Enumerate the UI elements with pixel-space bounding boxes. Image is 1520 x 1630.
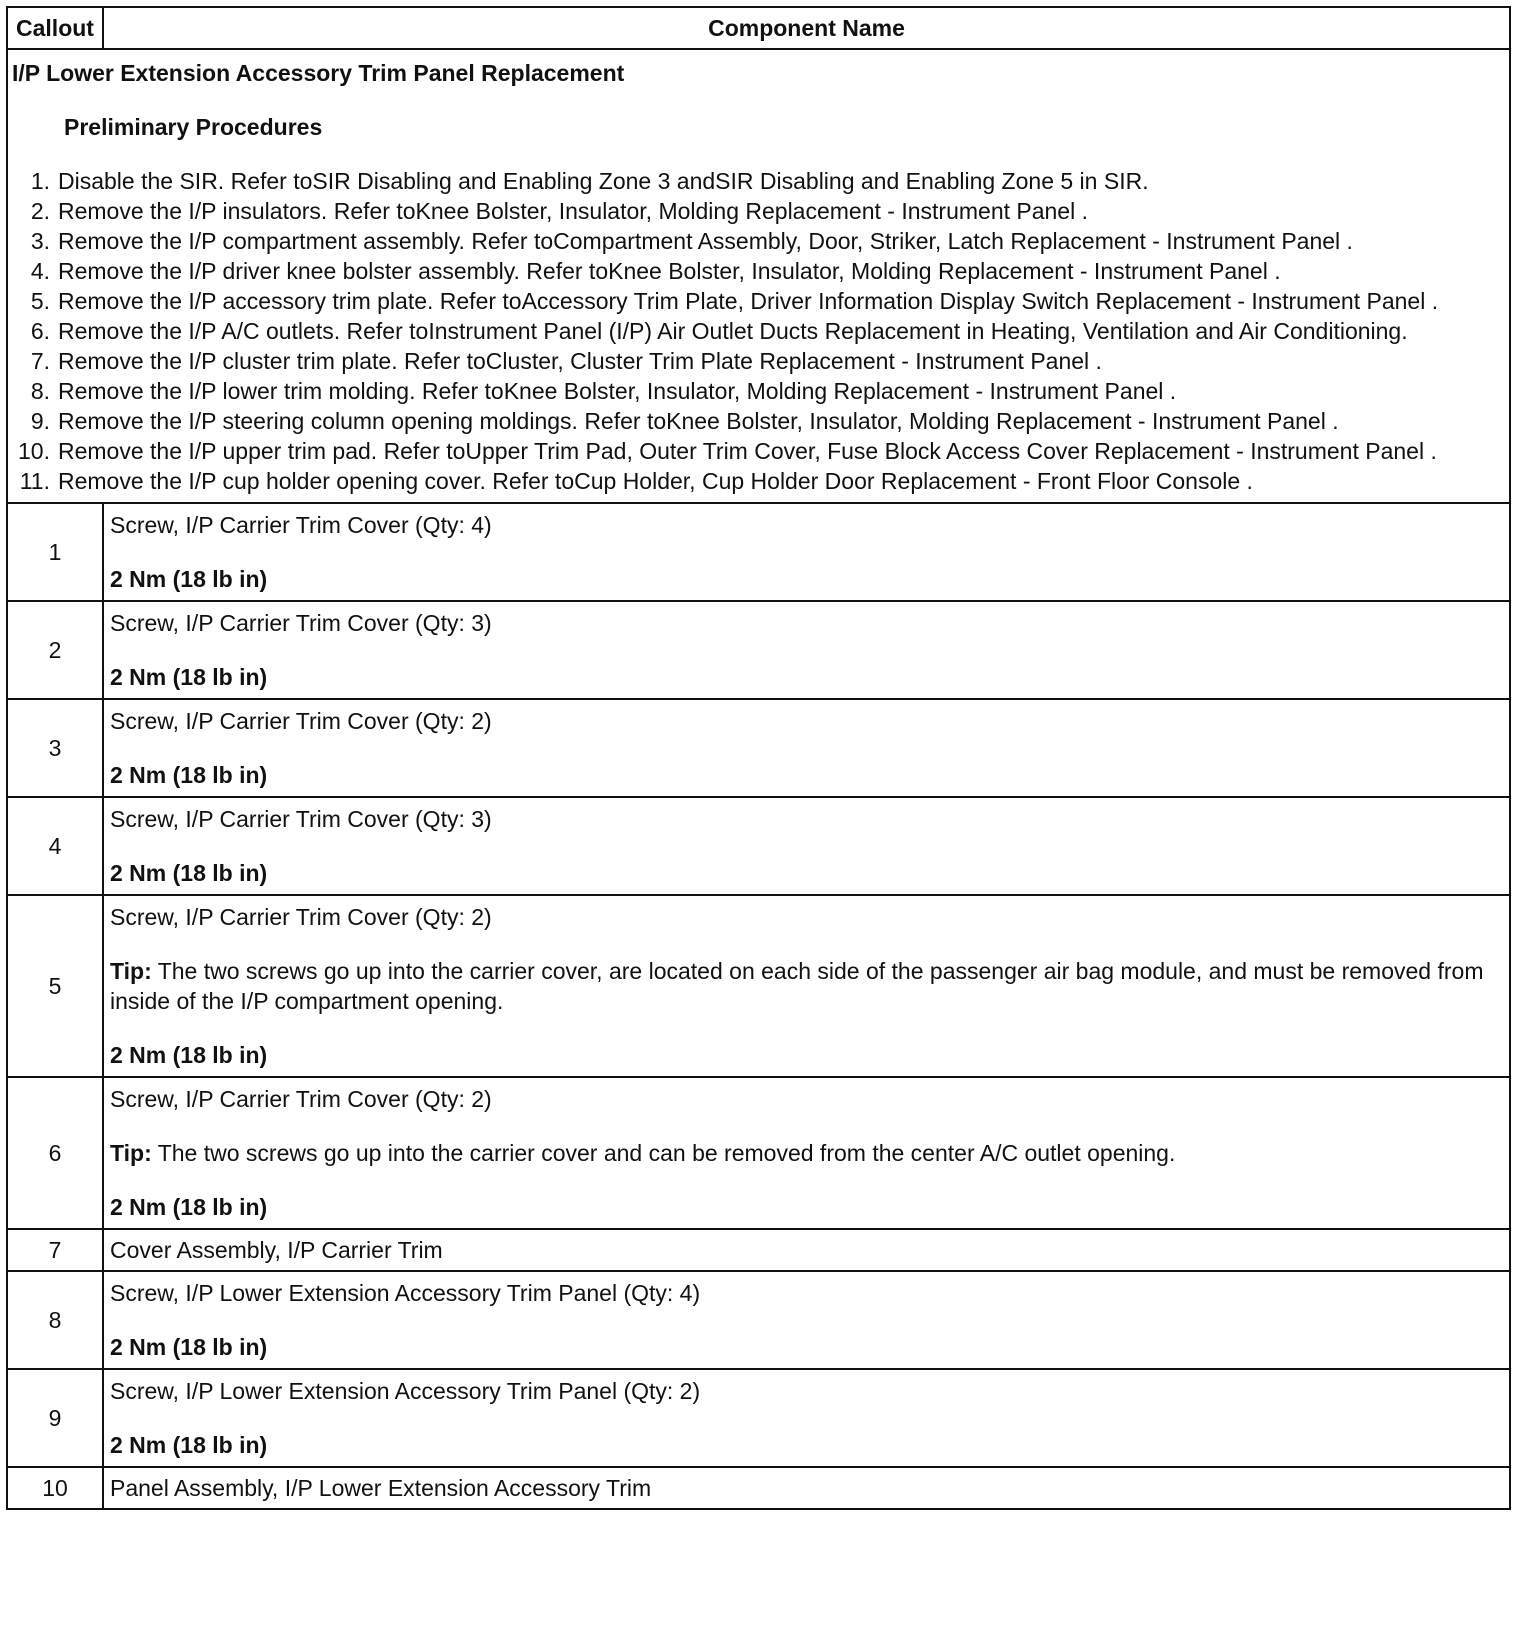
step-item [12,466,1505,496]
table-row [7,1369,1510,1467]
tip-label: Tip: [110,958,152,984]
table-row [7,1467,1510,1509]
step-item [12,286,1505,316]
step-item [12,316,1505,346]
step-text: Remove the I/P lower trim molding. Refer toKnee Bolster, Insulator, Molding Replacement - Instrument Panel . [58,378,1177,404]
component-cell [103,895,1510,1077]
component-cell [103,1229,1510,1271]
step-number: 2. [30,198,50,224]
step-number: 1. [30,168,50,194]
torque-spec: 2 Nm (18 lb in) [110,1432,268,1458]
table-row [7,503,1510,601]
callout-number: 6 [7,1077,103,1229]
component-cell [103,1369,1510,1467]
callout-number: 8 [7,1271,103,1369]
component-cell [103,503,1510,601]
torque-spec: 2 Nm (18 lb in) [110,664,268,690]
table-row [7,1229,1510,1271]
table-row [7,895,1510,1077]
table-row [7,699,1510,797]
step-item [12,256,1505,286]
step-number: 3. [30,228,50,254]
component-table [6,6,1511,1510]
component-name: Screw, I/P Lower Extension Accessory Trim Panel (Qty: 4) [110,1280,701,1306]
component-name: Screw, I/P Lower Extension Accessory Trim Panel (Qty: 2) [110,1378,701,1404]
component-name: Screw, I/P Carrier Trim Cover (Qty: 3) [110,610,492,636]
callout-number: 3 [7,699,103,797]
component-name: Cover Assembly, I/P Carrier Trim [110,1237,443,1263]
callout-number: 4 [7,797,103,895]
step-number: 9. [30,408,50,434]
component-name: Screw, I/P Carrier Trim Cover (Qty: 2) [110,904,492,930]
preliminary-steps-list [12,166,1505,496]
callout-number: 1 [7,503,103,601]
component-name: Panel Assembly, I/P Lower Extension Accessory Trim [110,1475,652,1501]
torque-spec: 2 Nm (18 lb in) [110,860,268,886]
section-title: I/P Lower Extension Accessory Trim Panel Replacement [12,60,625,86]
callout-number: 7 [7,1229,103,1271]
component-cell [103,1077,1510,1229]
torque-spec: 2 Nm (18 lb in) [110,566,268,592]
step-number: 6. [30,318,50,344]
torque-spec: 2 Nm (18 lb in) [110,1334,268,1360]
step-text: Remove the I/P driver knee bolster assembly. Refer toKnee Bolster, Insulator, Molding Replacement - Instrument Panel . [58,258,1281,284]
torque-spec: 2 Nm (18 lb in) [110,1042,268,1068]
step-number: 8. [30,378,50,404]
table-row [7,797,1510,895]
step-text: Remove the I/P insulators. Refer toKnee Bolster, Insulator, Molding Replacement - Instrument Panel . [58,198,1088,224]
torque-spec: 2 Nm (18 lb in) [110,1194,268,1220]
step-item [12,196,1505,226]
tip-text: The two screws go up into the carrier cover, are located on each side of the passenger air bag module, and must be removed from inside of the I/P compartment opening. [110,958,1484,1014]
procedure-section-row [7,49,1510,503]
component-cell [103,797,1510,895]
step-number: 11. [19,468,50,494]
step-number: 4. [30,258,50,284]
step-text: Disable the SIR. Refer toSIR Disabling and Enabling Zone 3 andSIR Disabling and Enabling Zone 5 in SIR. [58,168,1149,194]
step-text: Remove the I/P accessory trim plate. Refer toAccessory Trim Plate, Driver Information Display Switch Replacement - Instrument Panel . [58,288,1439,314]
callout-number: 5 [7,895,103,1077]
callout-number: 9 [7,1369,103,1467]
step-number: 5. [30,288,50,314]
step-item [12,376,1505,406]
step-text: Remove the I/P upper trim pad. Refer toUpper Trim Pad, Outer Trim Cover, Fuse Block Access Cover Replacement - Instrument Panel . [58,438,1437,464]
step-text: Remove the I/P cluster trim plate. Refer toCluster, Cluster Trim Plate Replacement - Instrument Panel . [58,348,1102,374]
tip-label: Tip: [110,1140,152,1166]
table-row [7,601,1510,699]
component-name: Screw, I/P Carrier Trim Cover (Qty: 2) [110,1086,492,1112]
callout-column-header: Callout [7,7,103,49]
component-name: Screw, I/P Carrier Trim Cover (Qty: 2) [110,708,492,734]
tip-text: The two screws go up into the carrier cover and can be removed from the center A/C outlet opening. [151,1140,1176,1166]
torque-spec: 2 Nm (18 lb in) [110,762,268,788]
step-number: 7. [30,348,50,374]
step-number: 10. [18,438,50,464]
section-subtitle: Preliminary Procedures [64,114,323,140]
step-text: Remove the I/P cup holder opening cover. Refer toCup Holder, Cup Holder Door Replacement - Front Floor Console . [58,468,1253,494]
component-name: Screw, I/P Carrier Trim Cover (Qty: 3) [110,806,492,832]
header-row [7,7,1510,49]
step-text: Remove the I/P steering column opening moldings. Refer toKnee Bolster, Insulator, Molding Replacement - Instrument Panel . [58,408,1339,434]
component-cell [103,699,1510,797]
component-cell [103,1271,1510,1369]
callout-number: 2 [7,601,103,699]
component-name-column-header: Component Name [103,7,1510,49]
procedure-section [7,49,1510,503]
step-text: Remove the I/P A/C outlets. Refer toInstrument Panel (I/P) Air Outlet Ducts Replacement in Heating, Ventilation and Air Conditioning. [58,318,1408,344]
step-item [12,166,1505,196]
step-item [12,346,1505,376]
component-name: Screw, I/P Carrier Trim Cover (Qty: 4) [110,512,492,538]
tip-note [110,956,1505,1016]
component-cell [103,601,1510,699]
table-row [7,1271,1510,1369]
callout-number: 10 [7,1467,103,1509]
step-text: Remove the I/P compartment assembly. Refer toCompartment Assembly, Door, Striker, Latch Replacement - Instrument Panel . [58,228,1353,254]
step-item [12,436,1505,466]
step-item [12,226,1505,256]
table-row [7,1077,1510,1229]
component-cell [103,1467,1510,1509]
tip-note [110,1138,1505,1168]
step-item [12,406,1505,436]
